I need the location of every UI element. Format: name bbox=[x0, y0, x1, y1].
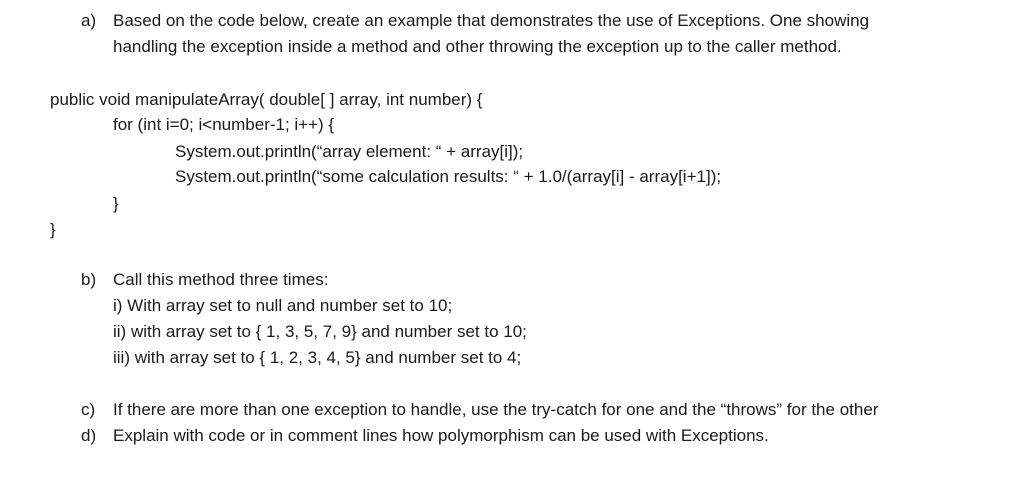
question-a-line1: Based on the code below, create an example that demonstrates the use of Exceptions. One showing bbox=[113, 11, 870, 30]
code-for-loop: for (int i=0; i<number-1; i++) { bbox=[113, 115, 335, 134]
code-inner-close-brace: } bbox=[113, 194, 119, 213]
question-b-intro: Call this method three times: bbox=[113, 270, 329, 289]
question-c-marker: c) bbox=[81, 400, 96, 419]
question-b-item-1: i) With array set to null and number set to 10; bbox=[113, 296, 453, 315]
question-b-item-2: ii) with array set to { 1, 3, 5, 7, 9} and number set to 10; bbox=[113, 322, 527, 341]
question-a-line2: handling the exception inside a method and other throwing the exception up to the caller method. bbox=[113, 37, 842, 56]
question-b-marker: b) bbox=[81, 270, 97, 289]
question-d-text: Explain with code or in comment lines how polymorphism can be used with Exceptions. bbox=[113, 426, 769, 445]
question-d-marker: d) bbox=[81, 426, 97, 445]
question-c-text: If there are more than one exception to handle, use the try-catch for one and the “throws” for the other bbox=[113, 400, 879, 419]
question-a-marker: a) bbox=[81, 11, 97, 30]
code-signature: public void manipulateArray( double[ ] array, int number) { bbox=[50, 90, 483, 109]
question-b-item-3: iii) with array set to { 1, 2, 3, 4, 5} and number set to 4; bbox=[113, 348, 522, 367]
code-outer-close-brace: } bbox=[50, 220, 56, 239]
code-print-element: System.out.println(“array element: “ + array[i]); bbox=[175, 142, 524, 161]
code-print-calculation: System.out.println(“some calculation results: “ + 1.0/(array[i] - array[i+1]); bbox=[175, 167, 722, 186]
